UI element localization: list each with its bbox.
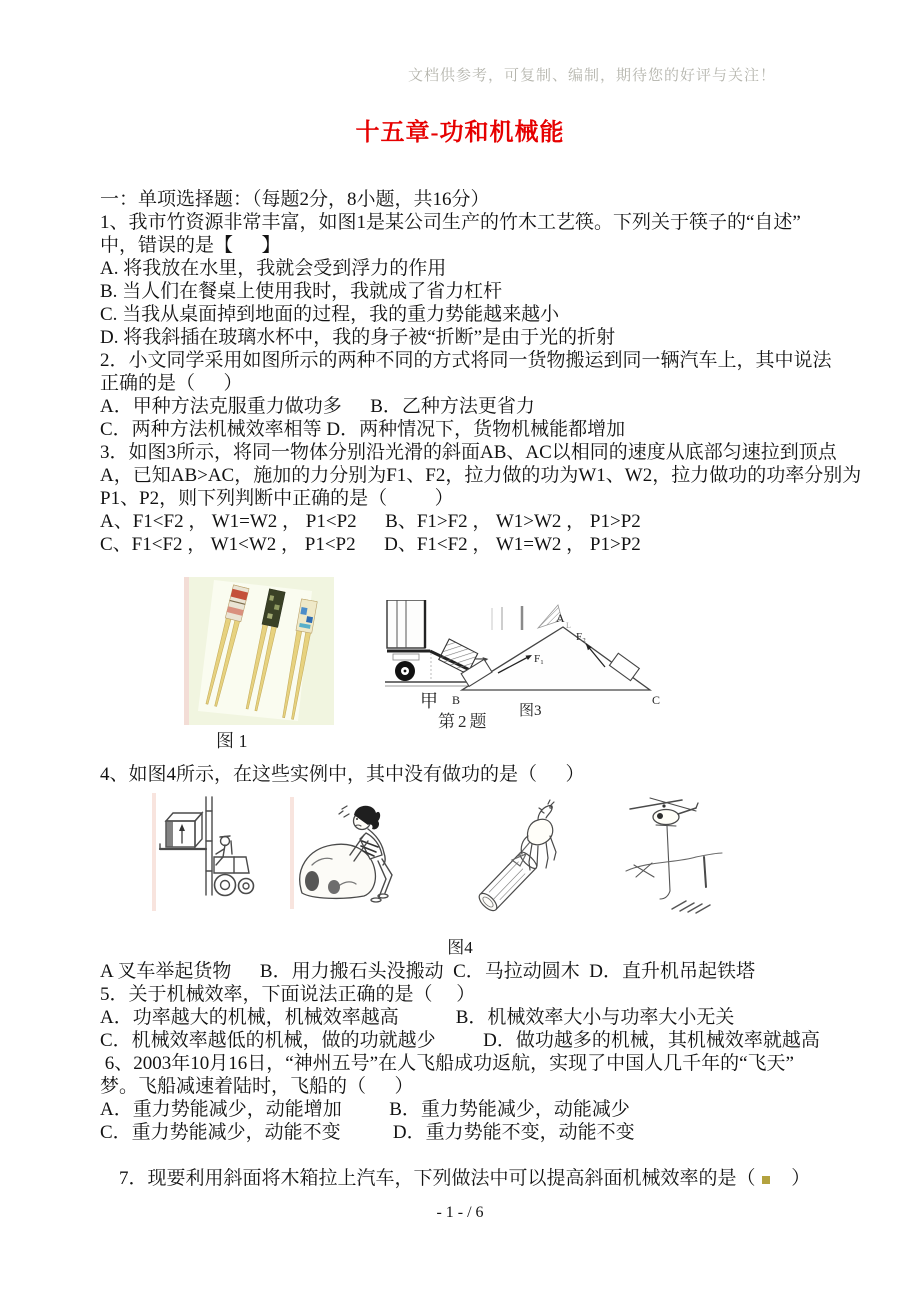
q1-stem-line: 中，错误的是【 】 [100, 235, 281, 256]
fig2-method-label: 甲 [420, 691, 438, 711]
q2-stem-line: 正确的是（ ） [100, 373, 243, 394]
svg-text:L: L [566, 621, 571, 630]
q4-stem-line: 4、如图4所示，在这些实例中，其中没有做功的是（ ） [100, 764, 585, 785]
fig2-caption: 第2题 [438, 712, 490, 731]
q2-stem-line: 2．小文同学采用如图所示的两种不同的方式将同一货物搬运到同一辆汽车上，其中说法 [100, 350, 832, 371]
fig4-caption: 图4 [447, 938, 473, 957]
page-title: 十五章-功和机械能 [355, 120, 565, 146]
fig1-chopsticks-photo [184, 577, 334, 725]
fig4c-horse-log-sketch [472, 796, 577, 928]
q2-options-ab: A．甲种方法克服重力做功多 B．乙种方法更省力 [100, 396, 535, 417]
section-heading: 一：单项选择题：（每题2分，8小题，共16分） [100, 189, 490, 210]
force1-label: F₁ [534, 653, 544, 665]
fig3-caption: 图3 [519, 703, 542, 719]
q7-text-post: ） [772, 1168, 811, 1189]
fig4d-helicopter-tower-sketch [624, 793, 724, 928]
q6-stem-line: 梦。飞船减速着陆时，飞船的（ ） [100, 1076, 414, 1097]
q3-stem-line: A，已知AB>AC，施加的力分别为F1、F2，拉力做的功为W1、W2，拉力做功的功率分别为 [100, 465, 862, 486]
q1-stem-line: 1、我市竹资源非常丰富，如图1是某公司生产的竹木工艺筷。下列关于筷子的“自述” [100, 212, 801, 233]
q1-option-a: A. 将我放在水里，我就会受到浮力的作用 [100, 258, 447, 279]
q1-option-c: C. 当我从桌面掉到地面的过程，我的重力势能越来越小 [100, 304, 560, 325]
vertex-c-label: C [652, 693, 661, 707]
q7-text-pre: 7．现要利用斜面将木箱拉上汽车，下列做法中可以提高斜面机械效率的是（ [119, 1168, 761, 1189]
q1-option-b: B. 当人们在餐桌上使用我时，我就成了省力杠杆 [100, 281, 503, 302]
force2-label: F₂ [576, 631, 586, 643]
fig3-incline-triangle-drawing [450, 580, 665, 712]
q5-options-cd: C．机械效率越低的机械，做的功就越少 D．做功越多的机械，其机械效率就越高 [100, 1030, 820, 1051]
page-number: - 1 - / 6 [436, 1204, 484, 1221]
q3-stem-line: P1、P2，则下列判断中正确的是（ ） [100, 488, 454, 509]
q3-stem-line: 3．如图3所示，将同一物体分别沿光滑的斜面AB、AC以相同的速度从底部匀速拉到顶点 [100, 442, 837, 463]
q4-options: A 叉车举起货物 B．用力搬石头没搬动 C．马拉动圆木 D．直升机吊起铁塔 [100, 961, 755, 982]
vertex-b-label: B [452, 693, 461, 707]
q3-options-cd: C、F1<F2 ， W1<W2 ， P1<P2 D、F1<F2 ， W1=W2 ， P1>P2 [100, 534, 641, 555]
q5-stem-line: 5．关于机械效率，下面说法正确的是（ ） [100, 984, 476, 1005]
q1-option-d: D. 将我斜插在玻璃水杯中，我的身子被“折断”是由于光的折射 [100, 327, 616, 348]
q6-options-cd: C．重力势能减少，动能不变 D．重力势能不变，动能不变 [100, 1122, 635, 1143]
q7-stem-line [100, 1144, 810, 1213]
q7-cursor-marker [762, 1176, 770, 1184]
q5-options-ab: A．功率越大的机械，机械效率越高 B．机械效率大小与功率大小无关 [100, 1007, 735, 1028]
q6-stem-line: 6、2003年10月16日，“神州五号”在人飞船成功返航，实现了中国人几千年的“飞天” [100, 1053, 794, 1074]
q6-options-ab: A．重力势能减少，动能增加 B．重力势能减少，动能减少 [100, 1099, 630, 1120]
header-note: 文档供参考，可复制、编制，期待您的好评与关注！ [407, 68, 776, 84]
fig4a-forklift-sketch [146, 791, 256, 931]
fig1-caption: 图 1 [216, 731, 248, 751]
vertex-a-label: A [556, 611, 565, 625]
q2-options-cd: C．两种方法机械效率相等 D．两种情况下，货物机械能都增加 [100, 419, 626, 440]
fig4b-person-rock-sketch [282, 795, 397, 925]
q3-options-ab: A、F1<F2 ， W1=W2 ， P1<P2 B、F1>F2 ， W1>W2 ， P1>P2 [100, 511, 641, 532]
